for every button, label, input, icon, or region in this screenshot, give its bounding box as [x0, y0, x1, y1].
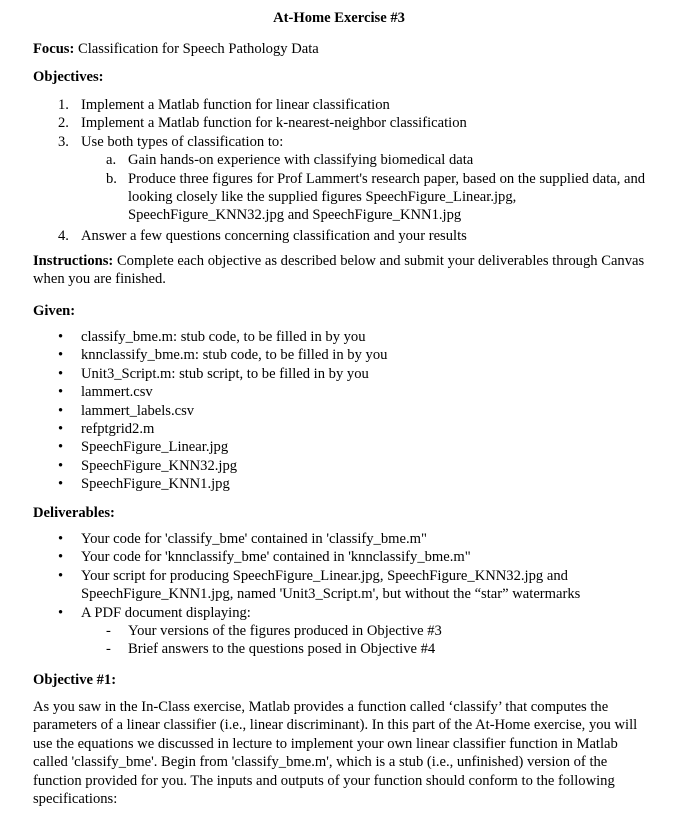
given-text: lammert.csv — [81, 384, 153, 401]
list-letter: a. — [106, 152, 117, 169]
subitem-text: Brief answers to the questions posed in Objective #4 — [128, 641, 436, 658]
subitem-text: Your versions of the figures produced in Objective #3 — [128, 623, 442, 640]
bullet-icon: • — [58, 439, 64, 456]
focus-text: Classification for Speech Pathology Data — [78, 41, 319, 57]
bullet-icon: • — [58, 567, 64, 584]
deliverable-subitem — [0, 622, 648, 640]
bullet-icon: • — [58, 604, 64, 621]
given-item — [0, 420, 641, 438]
objective-item — [0, 133, 661, 225]
objective-text: Implement a Matlab function for k-nearest-neighbor classification — [81, 115, 467, 132]
bullet-icon: • — [58, 421, 64, 438]
bullet-icon: • — [58, 329, 64, 345]
instructions-paragraph — [33, 252, 648, 289]
focus-line — [33, 40, 319, 58]
instructions-label: Instructions: — [33, 253, 114, 269]
given-heading: Given: — [33, 303, 76, 319]
bullet-icon: • — [58, 549, 64, 566]
given-item — [0, 365, 641, 383]
subitem-text: Gain hands-on experience with classifying biomedical data — [128, 152, 474, 169]
bullet-icon: • — [58, 476, 64, 493]
dash-icon: - — [106, 623, 111, 640]
given-text: knnclassify_bme.m: stub code, to be filled in by you — [81, 347, 388, 364]
list-number: 3. — [58, 133, 69, 150]
objective-text: Answer a few questions concerning classification and your results — [81, 227, 467, 244]
objective-subitem — [0, 151, 658, 169]
objective-subitem — [0, 170, 658, 225]
given-text: SpeechFigure_Linear.jpg — [81, 439, 229, 456]
deliverable-item — [0, 530, 641, 548]
objective-item — [0, 96, 661, 114]
bullet-icon: • — [58, 365, 64, 382]
given-item — [0, 457, 641, 475]
deliverable-item — [0, 604, 641, 659]
deliverable-sublist — [81, 622, 641, 659]
list-number: 4. — [58, 227, 69, 244]
objective1-heading: Objective #1: — [33, 672, 117, 688]
list-number: 2. — [58, 115, 69, 132]
given-item — [0, 328, 641, 346]
objectives-heading: Objectives: — [33, 69, 104, 85]
dash-icon: - — [106, 641, 111, 658]
given-text: lammert_labels.csv — [81, 402, 195, 419]
given-item — [0, 475, 641, 493]
deliverable-text: Your code for 'classify_bme' contained in 'classify_bme.m" — [81, 531, 427, 547]
given-text: refptgrid2.m — [81, 421, 155, 438]
deliverable-item — [0, 548, 641, 566]
given-list — [0, 328, 678, 494]
page-title: At-Home Exercise #3 — [273, 10, 405, 26]
given-text: Unit3_Script.m: stub script, to be filled in by you — [81, 365, 369, 382]
objective-item — [0, 227, 661, 245]
given-text: classify_bme.m: stub code, to be filled in by you — [81, 329, 366, 345]
given-text: SpeechFigure_KNN1.jpg — [81, 476, 230, 493]
bullet-icon: • — [58, 402, 64, 419]
deliverable-text: A PDF document displaying: — [81, 604, 251, 621]
bullet-icon: • — [58, 457, 64, 474]
deliverable-text: Your code for 'knnclassify_bme' contained in 'knnclassify_bme.m" — [81, 549, 471, 566]
objective-text: Use both types of classification to: — [81, 133, 284, 150]
objective-item — [0, 114, 661, 132]
given-item — [0, 383, 641, 401]
deliverable-text: Your script for producing SpeechFigure_Linear.jpg, SpeechFigure_KNN32.jpg and SpeechFigure_KNN1.jpg, named 'Unit3_Script.m', but without the “star” watermarks — [81, 567, 581, 603]
deliverables-heading: Deliverables: — [33, 505, 115, 521]
list-letter: b. — [106, 170, 117, 187]
bullet-icon: • — [58, 347, 64, 364]
deliverable-subitem — [0, 640, 648, 658]
objective1-paragraph: As you saw in the In-Class exercise, Matlab provides a function called ‘classify’ that computes the parameters of a linear classifier (i.e., linear discriminant). In this part of the At-Home exercise, you will use the equations we discussed in lecture to implement your own linear classifier function in Matlab called 'classify_bme'. Begin from 'classify_bme.m', which is a stub (i.e., unfinished) version of the function provided for you. The inputs and outputs of your function should conform to the following specifications: — [33, 699, 638, 808]
bullet-icon: • — [58, 384, 64, 401]
deliverables-list — [0, 530, 678, 659]
focus-label: Focus: — [33, 41, 75, 57]
objectives-list — [0, 96, 678, 245]
given-item — [0, 438, 641, 456]
bullet-icon: • — [58, 531, 64, 547]
objective-text: Implement a Matlab function for linear classification — [81, 97, 390, 113]
subitem-text: Produce three figures for Prof Lammert's research paper, based on the supplied data, and looking closely like the supplied figures SpeechFigure_Linear.jpg, SpeechFigure_KNN32.jpg and SpeechFigure_KNN1.jpg — [128, 170, 646, 224]
objective-sublist — [81, 151, 661, 225]
given-text: SpeechFigure_KNN32.jpg — [81, 457, 238, 474]
instructions-text: Complete each objective as described below and submit your deliverables through Canvas when you are finished. — [33, 253, 645, 288]
deliverable-item — [0, 567, 641, 604]
given-item — [0, 346, 641, 364]
list-number: 1. — [58, 97, 69, 113]
given-item — [0, 402, 641, 420]
